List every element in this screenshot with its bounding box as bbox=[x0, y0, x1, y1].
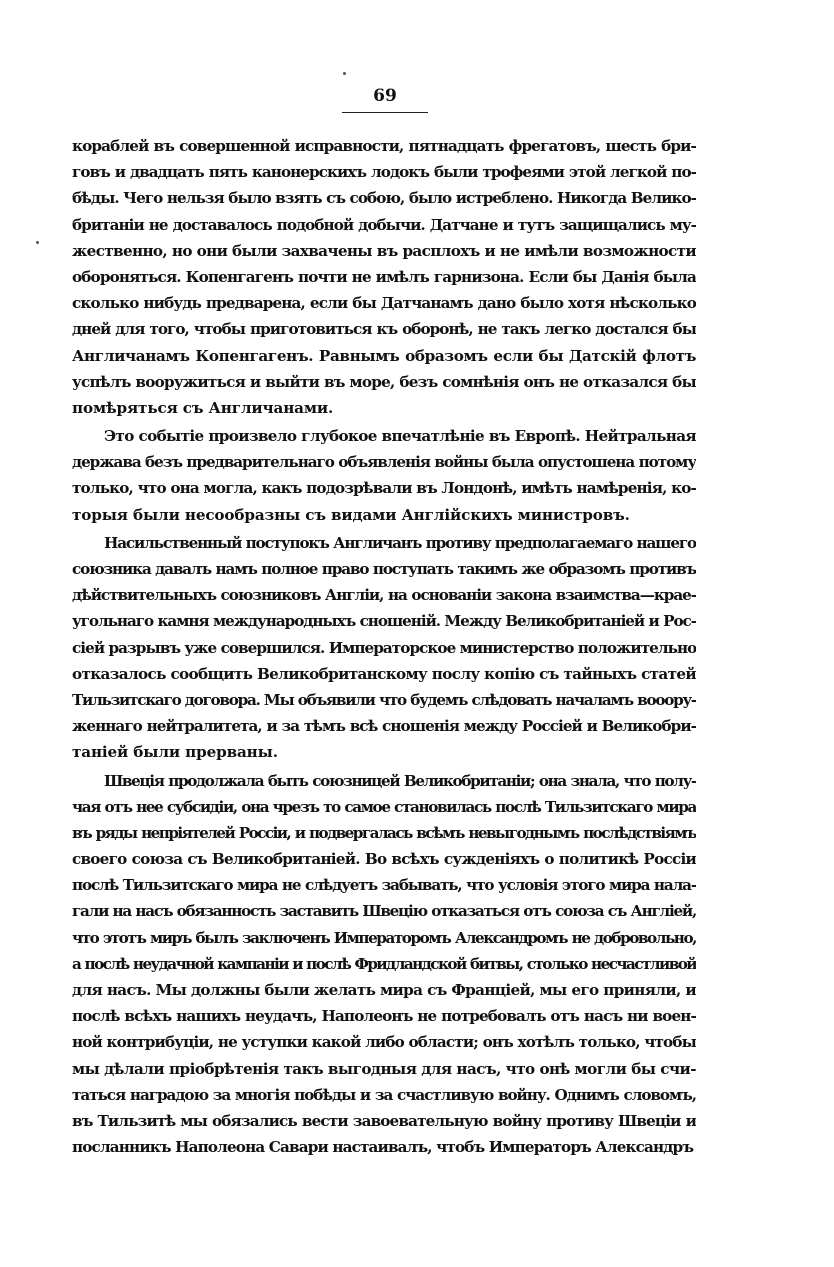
text-line: говъ и двадцать пять канонерскихъ лодокъ были трофеями этой легкой по- bbox=[72, 163, 696, 182]
text-line: дней для того, чтобы приготовиться къ оборонѣ, не такъ легко достался бы bbox=[72, 320, 696, 339]
text-line: угольнаго камня международныхъ сношеній. Между Великобританіей и Рос- bbox=[72, 612, 696, 631]
text-line: кораблей въ совершенной исправности, пятнадцать фрегатовъ, шесть бри- bbox=[72, 137, 696, 155]
text-line: союзника давалъ намъ полное право поступать такимъ же образомъ противъ bbox=[72, 560, 696, 578]
paragraph bbox=[72, 530, 696, 766]
text-line: гали на насъ обязанность заставить Швецію отказаться отъ союза съ Англіей, bbox=[72, 902, 696, 921]
text-line: чая отъ нее субсидіи, она чрезъ то самое становилась послѣ Тильзитскаго мира bbox=[72, 797, 696, 816]
text-line: Это событіе произвело глубокое впечатлѣніе въ Европѣ. Нейтральная bbox=[104, 427, 696, 446]
text-line: только, что она могла, какъ подозрѣвали въ Лондонѣ, имѣть намѣренія, ко- bbox=[72, 479, 696, 498]
page-number-rule bbox=[342, 112, 428, 113]
text-line: таніей были прерваны. bbox=[72, 743, 278, 762]
text-line: держава безъ предварительнаго объявленія войны была опустошена потому bbox=[72, 453, 696, 472]
print-speck bbox=[343, 72, 346, 75]
paragraph bbox=[72, 133, 696, 421]
text-line: сколько нибудь предварена, если бы Датчанамъ дано было хотя нѣсколько bbox=[72, 294, 696, 313]
text-line: британіи не доставалось подобной добычи. Датчане и тутъ защищались му- bbox=[72, 215, 696, 234]
text-line: обороняться. Копенгагенъ почти не имѣлъ гарнизона. Если бы Данія была bbox=[72, 267, 696, 286]
text-line: успѣлъ вооружиться и выйти въ море, безъ сомнѣнія онъ не отказался бы bbox=[72, 372, 696, 391]
text-line: женнаго нейтралитета, и за тѣмъ всѣ сношенія между Россіей и Великобри- bbox=[72, 717, 696, 736]
text-line: въ Тильзитѣ мы обязались вести завоевательную войну противу Швеціи и bbox=[72, 1111, 696, 1130]
body-text bbox=[72, 133, 696, 1162]
text-line: Насильственный поступокъ Англичанъ противу предполагаемаго нашего bbox=[104, 533, 696, 552]
paragraph bbox=[72, 768, 696, 1161]
text-line: послѣ Тильзитскаго мира не слѣдуетъ забывать, что условія этого мира нала- bbox=[72, 876, 696, 895]
text-line: мы дѣлали пріобрѣтенія такъ выгодныя для насъ, что онѣ могли бы счи- bbox=[72, 1059, 696, 1078]
text-line: помѣряться съ Англичанами. bbox=[72, 398, 334, 417]
text-line: а послѣ неудачной кампаніи и послѣ Фридландской битвы, столько несчастливой bbox=[72, 954, 696, 973]
print-speck bbox=[36, 241, 39, 244]
text-line: Тильзитскаго договора. Мы объявили что будемъ слѣдовать началамъ вооору- bbox=[72, 690, 696, 709]
text-line: Англичанамъ Копенгагенъ. Равнымъ образомъ если бы Датскій флотъ bbox=[72, 346, 696, 365]
text-line: въ ряды непріятелей Россіи, и подвергалась всѣмъ невыгоднымъ послѣдствіямъ bbox=[72, 823, 696, 842]
text-line: сіей разрывъ уже совершился. Императорское министерство положительно bbox=[72, 638, 696, 657]
text-line: для насъ. Мы должны были желать мира съ Франціей, мы его приняли, и bbox=[72, 981, 696, 999]
page-number: 69 bbox=[373, 86, 397, 106]
text-line: послѣ всѣхъ нашихъ неудачъ, Наполеонъ не потребовалъ отъ насъ ни воен- bbox=[72, 1007, 696, 1026]
paragraph bbox=[72, 423, 696, 528]
text-line: своего союза съ Великобританіей. Во всѣхъ сужденіяхъ о политикѣ Россіи bbox=[72, 850, 696, 869]
text-line: таться наградою за многія побѣды и за счастливую войну. Однимъ словомъ, bbox=[72, 1085, 696, 1104]
text-line: Швеція продолжала быть союзницей Великобританіи; она знала, что полу- bbox=[104, 771, 696, 790]
text-line: посланникъ Наполеона Савари настаивалъ, чтобъ Императоръ Александръ bbox=[72, 1138, 694, 1157]
text-line: дѣйствительныхъ союзниковъ Англіи, на основаніи закона взаимства—крае- bbox=[72, 586, 696, 605]
text-line: ной контрибуціи, не уступки какой либо области; онъ хотѣлъ только, чтобы bbox=[72, 1033, 696, 1052]
text-line: отказалось сообщить Великобританскому послу копію съ тайныхъ статей bbox=[72, 664, 696, 683]
text-line: жественно, но они были захвачены въ расплохъ и не имѣли возможности bbox=[72, 241, 696, 260]
text-line: торыя были несообразны съ видами Англійскихъ министровъ. bbox=[72, 505, 630, 524]
text-line: бѣды. Чего нельзя было взять съ собою, было истреблено. Никогда Велико- bbox=[72, 189, 696, 208]
text-line: что этотъ миръ былъ заключенъ Императоромъ Александромъ не добровольно, bbox=[72, 928, 696, 947]
